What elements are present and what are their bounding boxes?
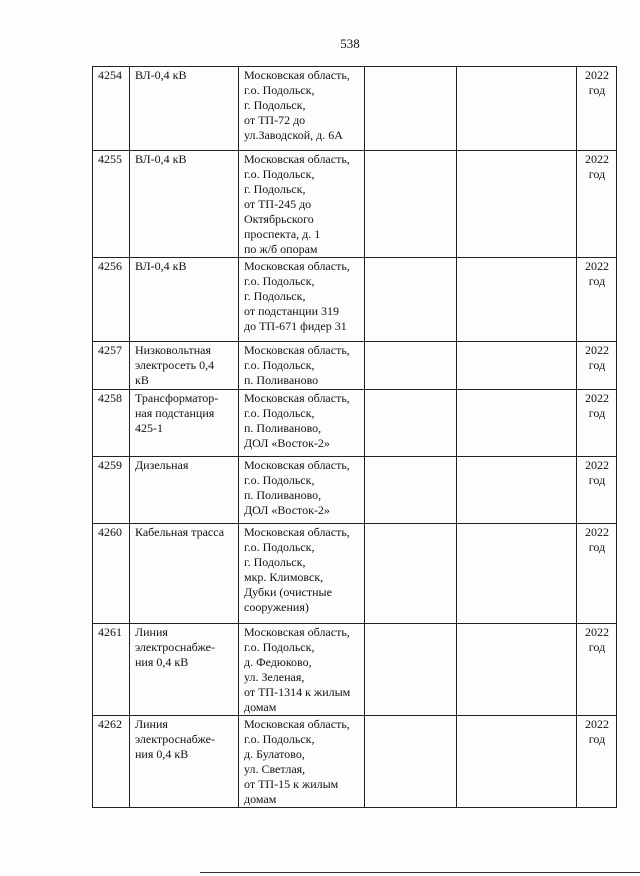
empty-cell [365, 624, 457, 716]
registry-table [92, 66, 617, 808]
empty-cell [457, 716, 577, 808]
empty-cell [457, 524, 577, 624]
bottom-divider [200, 872, 640, 873]
year-cell: 2022 год [577, 258, 617, 342]
object-address: Московская область, г.о. Подольск, г. Подольск, от ТП-72 до ул.Заводской, д. 6А [239, 67, 365, 151]
table-row [93, 258, 617, 342]
table-row [93, 716, 617, 808]
page-number: 538 [340, 36, 360, 51]
object-address: Московская область, г.о. Подольск, г. Подольск, от ТП-245 до Октябрьского проспекта, д. 1 по ж/б опорам [239, 151, 365, 258]
empty-cell [365, 390, 457, 457]
row-number: 4254 [93, 67, 130, 151]
empty-cell [365, 342, 457, 390]
object-address: Московская область, г.о. Подольск, п. Поливаново [239, 342, 365, 390]
object-address: Московская область, г.о. Подольск, п. Поливаново, ДОЛ «Восток-2» [239, 390, 365, 457]
empty-cell [365, 258, 457, 342]
row-number: 4261 [93, 624, 130, 716]
empty-cell [457, 342, 577, 390]
year-cell: 2022 год [577, 390, 617, 457]
table-row [93, 151, 617, 258]
object-address: Московская область, г.о. Подольск, г. Подольск, от подстанции 319 до ТП-671 фидер 31 [239, 258, 365, 342]
year-cell: 2022 год [577, 624, 617, 716]
empty-cell [365, 457, 457, 524]
empty-cell [457, 67, 577, 151]
object-address: Московская область, г.о. Подольск, г. Подольск, мкр. Климовск, Дубки (очистные сооружения) [239, 524, 365, 624]
empty-cell [457, 258, 577, 342]
table-row [93, 624, 617, 716]
row-number: 4256 [93, 258, 130, 342]
object-name: Дизельная [130, 457, 239, 524]
object-name: Низковольтная электросеть 0,4 кВ [130, 342, 239, 390]
table-row [93, 524, 617, 624]
empty-cell [457, 457, 577, 524]
year-cell: 2022 год [577, 342, 617, 390]
row-number: 4258 [93, 390, 130, 457]
table-row [93, 457, 617, 524]
row-number: 4262 [93, 716, 130, 808]
object-name: ВЛ-0,4 кВ [130, 67, 239, 151]
year-cell: 2022 год [577, 716, 617, 808]
object-name: Линия электроснабже- ния 0,4 кВ [130, 624, 239, 716]
table-row [93, 67, 617, 151]
empty-cell [365, 151, 457, 258]
row-number: 4260 [93, 524, 130, 624]
object-name: Трансформатор- ная подстанция 425-1 [130, 390, 239, 457]
object-address: Московская область, г.о. Подольск, д. Булатово, ул. Светлая, от ТП-15 к жилым домам [239, 716, 365, 808]
row-number: 4259 [93, 457, 130, 524]
row-number: 4257 [93, 342, 130, 390]
object-address: Московская область, г.о. Подольск, п. Поливаново, ДОЛ «Восток-2» [239, 457, 365, 524]
object-name: Линия электроснабже- ния 0,4 кВ [130, 716, 239, 808]
object-name: ВЛ-0,4 кВ [130, 151, 239, 258]
table-row [93, 390, 617, 457]
empty-cell [457, 624, 577, 716]
object-name: Кабельная трасса [130, 524, 239, 624]
empty-cell [365, 716, 457, 808]
empty-cell [457, 390, 577, 457]
empty-cell [365, 524, 457, 624]
year-cell: 2022 год [577, 457, 617, 524]
year-cell: 2022 год [577, 524, 617, 624]
year-cell: 2022 год [577, 67, 617, 151]
year-cell: 2022 год [577, 151, 617, 258]
empty-cell [457, 151, 577, 258]
row-number: 4255 [93, 151, 130, 258]
object-name: ВЛ-0,4 кВ [130, 258, 239, 342]
empty-cell [365, 67, 457, 151]
table-row [93, 342, 617, 390]
object-address: Московская область, г.о. Подольск, д. Федюково, ул. Зеленая, от ТП-1314 к жилым домам [239, 624, 365, 716]
